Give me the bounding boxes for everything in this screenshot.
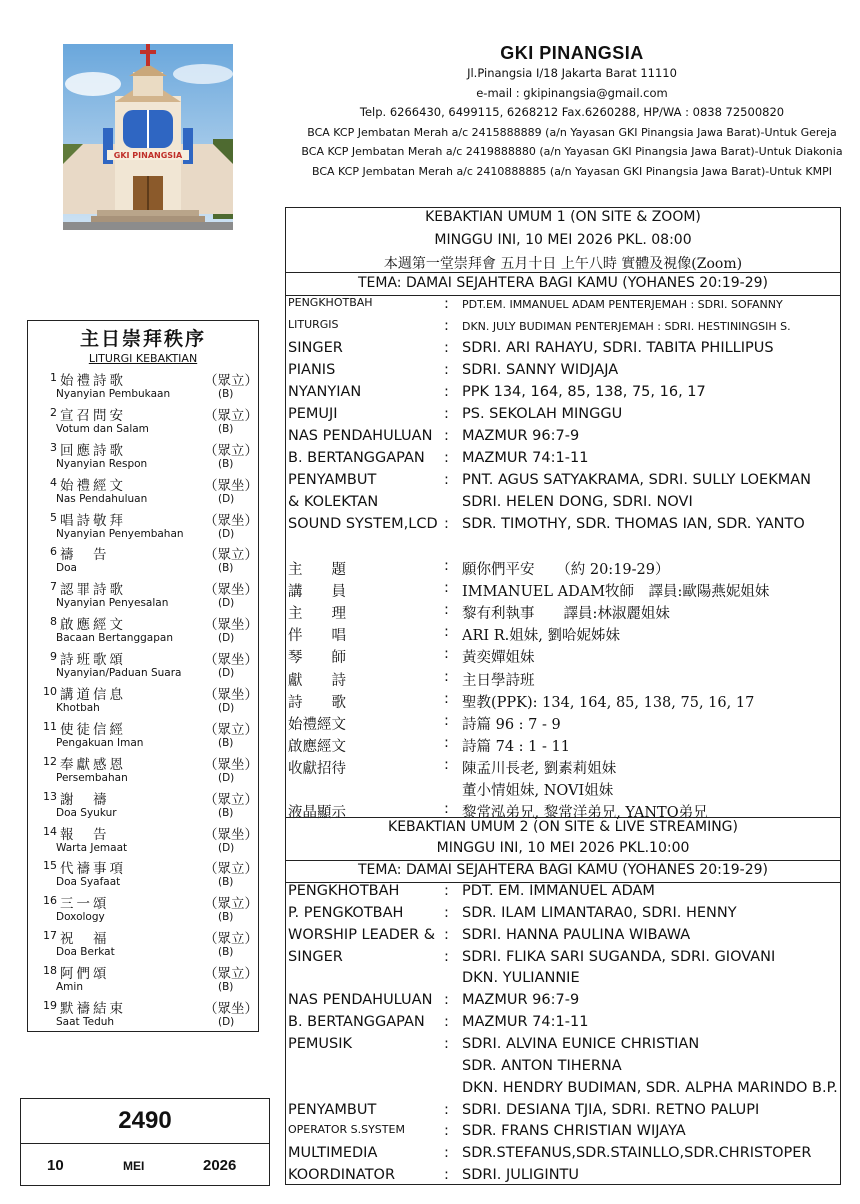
liturgy-item-code: (B) (218, 388, 234, 400)
liturgy-item-number: 19 (43, 999, 57, 1013)
service2-theme: TEMA: DAMAI SEJAHTERA BAGI KAMU (YOHANES 20:19-29) (358, 862, 768, 878)
liturgy-item (28, 788, 258, 823)
liturgy-item (28, 823, 258, 858)
roster-colon: : (444, 296, 449, 312)
bulletin-year: 2026 (203, 1157, 237, 1174)
roster-colon: : (444, 1101, 449, 1118)
roster-person: ARI R.姐妹, 劉哈妮姊妹 (462, 628, 620, 645)
roster-person: 聖教(PPK): 134, 164, 85, 138, 75, 16, 17 (462, 694, 755, 711)
roster-colon: : (444, 406, 449, 422)
roster-role: WORSHIP LEADER & (288, 926, 436, 943)
liturgy-item-posture: （眾坐） (204, 617, 258, 634)
roster-colon: : (444, 801, 449, 818)
roster-person: MAZMUR 96:7-9 (462, 992, 580, 1009)
liturgy-item (28, 997, 258, 1032)
liturgy-item-indonesian: Nyanyian Pembukaan (56, 388, 171, 400)
liturgy-item-code: (B) (218, 911, 234, 924)
bulletin-month: MEI (123, 1159, 145, 1173)
bulletin-issue: 2490 (21, 1099, 269, 1144)
liturgy-item-posture: （眾立） (204, 861, 258, 878)
liturgy-item-number: 6 (50, 545, 57, 559)
roster-role: NAS PENDAHULUAN (288, 992, 433, 1009)
liturgy-item (28, 369, 258, 404)
liturgy-item (28, 718, 258, 753)
roster-colon: : (444, 1145, 449, 1162)
roster-colon: : (444, 362, 449, 378)
liturgy-item-posture: （眾立） (204, 931, 258, 948)
liturgy-item-posture: （眾坐） (204, 512, 258, 529)
roster-person: PS. SEKOLAH MINGGU (462, 406, 623, 422)
roster-person: PDT. EM. IMMANUEL ADAM (462, 883, 655, 899)
liturgy-item-chinese: 始禮詩歌 (60, 373, 126, 389)
roster-person: IMMANUEL ADAM牧師 譯員:歐陽燕妮姐妹 (462, 584, 770, 601)
liturgy-item-chinese: 禱 告 (60, 547, 110, 564)
roster-role: & KOLEKTAN (288, 494, 379, 510)
roster-person: SDR. ANTON TIHERNA (462, 1057, 622, 1074)
liturgy-item (28, 927, 258, 962)
liturgy-item-posture: （眾坐） (204, 1001, 258, 1018)
roster-person: PPK 134, 164, 85, 138, 75, 16, 17 (462, 384, 706, 400)
bank-line-3: BCA KCP Jembatan Merah a/c 2410888885 (a/n Yayasan GKI Pinangsia Jawa Barat)-Untuk KMPI (312, 164, 832, 178)
roster-colon: : (444, 668, 449, 685)
roster-colon: : (444, 1035, 449, 1052)
roster-person: PDT.EM. IMMANUEL ADAM PENTERJEMAH : SDRI. SOFANNY (462, 298, 783, 311)
liturgy-item-posture: （眾坐） (204, 582, 258, 599)
liturgy-item-code: (D) (218, 1016, 235, 1029)
liturgy-item-chinese: 使徒信經 (60, 721, 126, 738)
church-name: GKI PINANGSIA (500, 43, 644, 63)
roster-colon: : (444, 1167, 449, 1184)
liturgy-item-code: (B) (218, 981, 234, 994)
liturgy-item-chinese: 認罪詩歌 (60, 582, 126, 599)
church-header (282, 42, 860, 182)
roster-role: 啟應經文 (288, 738, 346, 755)
liturgy-item (28, 439, 258, 474)
liturgy-item-posture: （眾立） (204, 791, 258, 808)
liturgy-item-indonesian: Doa (56, 562, 77, 575)
liturgy-item-number: 8 (50, 615, 57, 629)
roster-colon: : (444, 450, 449, 466)
liturgy-item-chinese: 默禱結束 (60, 1001, 126, 1018)
roster-role: 始禮經文 (288, 716, 346, 733)
roster-colon: : (444, 580, 449, 597)
roster-role: PEMUSIK (288, 1035, 353, 1052)
liturgy-item-chinese: 啟應經文 (60, 617, 126, 634)
roster-person: SDRI. ALVINA EUNICE CHRISTIAN (462, 1035, 700, 1052)
liturgy-item-indonesian: Amin (56, 981, 83, 994)
roster-role: 主 題 (288, 562, 346, 578)
liturgy-item-indonesian: Khotbah (56, 702, 100, 715)
roster-colon: : (444, 926, 449, 943)
roster-person: 詩篇 96 : 7 - 9 (462, 716, 561, 733)
liturgy-item-number: 12 (43, 754, 57, 768)
roster-colon: : (444, 883, 449, 899)
bulletin-day: 10 (47, 1157, 64, 1174)
liturgy-item-chinese: 奉獻感恩 (60, 756, 126, 773)
roster-colon: : (444, 734, 449, 751)
roster-role: 液晶顯示 (288, 805, 346, 822)
liturgy-item (28, 683, 258, 718)
roster-colon: : (444, 1123, 449, 1140)
liturgy-item (28, 962, 258, 997)
divider (286, 817, 840, 818)
roster-person: SDR.STEFANUS,SDR.STAINLLO,SDR.CHRISTOPER (462, 1145, 812, 1162)
roster-person: MAZMUR 74:1-11 (462, 1014, 589, 1031)
liturgy-item-chinese: 始禮經文 (60, 477, 126, 494)
liturgy-item-number: 2 (50, 405, 57, 419)
liturgy-item-code: (D) (218, 702, 235, 715)
liturgy-item-indonesian: Nyanyian Respon (56, 457, 148, 470)
divider (286, 860, 840, 861)
roster-person: DKN. JULY BUDIMAN PENTERJEMAH : SDRI. HESTININGSIH S. (462, 320, 791, 333)
liturgy-item-chinese: 祝 福 (60, 931, 110, 948)
roster-role: PEMUJI (288, 406, 338, 422)
service2-title: KEBAKTIAN UMUM 2 (ON SITE & LIVE STREAMING) (388, 819, 738, 835)
roster-person: SDR. ILAM LIMANTARA0, SDRI. HENNY (462, 904, 737, 921)
liturgy-item-indonesian: Saat Teduh (56, 1016, 115, 1029)
roster-colon: : (444, 340, 449, 356)
liturgy-item-code: (D) (218, 667, 235, 680)
roster-colon: : (444, 712, 449, 729)
service2-date: MINGGU INI, 10 MEI 2026 PKL.10:00 (436, 840, 690, 856)
roster-role: 收獻招待 (288, 760, 346, 777)
roster-role: PENGKHOTBAH (288, 883, 400, 899)
roster-person: SDRI. ARI RAHAYU, SDRI. TABITA PHILLIPUS (462, 340, 774, 356)
liturgy-item-indonesian: Doa Syukur (56, 806, 117, 819)
liturgy-item-posture: （眾立） (204, 547, 258, 564)
roster-person: SDRI. HELEN DONG, SDRI. NOVI (462, 494, 693, 510)
liturgy-item-code: (B) (218, 562, 234, 575)
liturgy-item-posture: （眾立） (204, 442, 258, 459)
liturgy-item-chinese: 詩班歌頌 (60, 652, 126, 669)
liturgy-item (28, 578, 258, 613)
roster-colon: : (444, 904, 449, 921)
liturgy-item-indonesian: Nyanyian Penyembahan (56, 527, 184, 540)
roster-role: 主 理 (288, 606, 346, 623)
roster-role: MULTIMEDIA (288, 1145, 378, 1162)
liturgy-item-chinese: 回應詩歌 (60, 442, 126, 459)
roster-role: SINGER (288, 948, 343, 965)
bank-line-1: BCA KCP Jembatan Merah a/c 2415888889 (a/n Yayasan GKI Pinangsia Jawa Barat)-Untuk Gereja (307, 125, 837, 139)
divider (286, 272, 840, 273)
liturgy-item-chinese: 三一頌 (60, 896, 110, 913)
liturgy-item-code: (D) (218, 492, 235, 505)
liturgy-item (28, 648, 258, 683)
roster-role: PIANIS (288, 362, 336, 378)
liturgy-item-code: (B) (218, 806, 234, 819)
liturgy-item-posture: （眾立） (204, 966, 258, 983)
liturgy-item-posture: （眾立） (204, 721, 258, 738)
schedule-panel (285, 207, 841, 1185)
liturgy-item (28, 509, 258, 544)
roster-role: KOORDINATOR (288, 1167, 396, 1184)
liturgy-item-indonesian: Nyanyian Penyesalan (56, 597, 169, 610)
liturgy-item-number: 16 (43, 894, 57, 908)
liturgy-item (28, 543, 258, 578)
liturgy-item-posture: （眾坐） (204, 687, 258, 704)
liturgy-item-chinese: 阿們頌 (60, 966, 110, 983)
liturgy-item-code: (D) (218, 597, 235, 610)
liturgy-item-code: (D) (218, 771, 235, 784)
liturgy-item-number: 9 (50, 650, 57, 664)
liturgy-item (28, 474, 258, 509)
roster-colon: : (444, 992, 449, 1009)
roster-role: OPERATOR S.SYSTEM (288, 1123, 405, 1137)
roster-person: 董小情姐妹, NOVI姐妹 (462, 783, 614, 799)
roster-person: 黃奕嬋姐妹 (462, 650, 535, 667)
roster-person: MAZMUR 96:7-9 (462, 428, 580, 444)
liturgy-item (28, 753, 258, 788)
liturgy-item (28, 613, 258, 648)
roster-person: SDR. TIMOTHY, SDR. THOMAS IAN, SDR. YANTO (462, 516, 805, 532)
roster-colon: : (444, 558, 449, 574)
liturgy-item-code: (B) (218, 876, 234, 889)
roster-colon: : (444, 428, 449, 444)
liturgy-item-indonesian: Votum dan Salam (56, 422, 149, 435)
roster-colon: : (444, 624, 449, 641)
service1-date: MINGGU INI, 10 MEI 2026 PKL. 08:00 (434, 232, 692, 248)
liturgy-item-number: 11 (43, 719, 57, 733)
liturgy-item-chinese: 謝 禱 (60, 791, 110, 808)
liturgy-item-posture: （眾立） (204, 373, 258, 389)
service1-title: KEBAKTIAN UMUM 1 (ON SITE & ZOOM) (425, 209, 701, 225)
liturgy-item (28, 892, 258, 927)
roster-colon: : (444, 472, 449, 488)
liturgy-item-chinese: 報 告 (60, 826, 110, 843)
liturgy-item-posture: （眾坐） (204, 756, 258, 773)
roster-person: SDRI. JULIGINTU (462, 1167, 580, 1184)
roster-colon: : (444, 646, 449, 663)
liturgy-item (28, 857, 258, 892)
church-phone: Telp. 6266430, 6499115, 6268212 Fax.6260288, HP/WA : 0838 72500820 (359, 105, 785, 120)
roster-person: 黎有利執事 譯員:林淑麗姐妹 (462, 606, 670, 623)
church-address: Jl.Pinangsia I/18 Jakarta Barat 11110 (467, 66, 677, 80)
roster-colon: : (444, 602, 449, 619)
bulletin-box (20, 1098, 270, 1186)
liturgy-item-indonesian: Warta Jemaat (56, 841, 128, 854)
liturgy-item-number: 13 (43, 789, 57, 803)
service1-chinese-date: 本週第一堂崇拜會 五月十日 上午八時 實體及視像(Zoom) (383, 256, 743, 272)
roster-role: 詩 歌 (288, 694, 346, 711)
roster-role: PENYAMBUT (288, 472, 377, 488)
liturgy-item-posture: （眾坐） (204, 652, 258, 669)
church-email: e-mail : gkipinangsia@gmail.com (476, 85, 668, 100)
roster-colon: : (444, 516, 449, 532)
liturgy-item (28, 404, 258, 439)
roster-person: SDRI. HANNA PAULINA WIBAWA (462, 926, 691, 943)
liturgy-item-number: 4 (50, 475, 57, 489)
roster-role: NAS PENDAHULUAN (288, 428, 433, 444)
liturgy-item-chinese: 唱詩敬拜 (60, 512, 126, 529)
liturgy-item-posture: （眾立） (204, 896, 258, 913)
liturgy-item-code: (B) (218, 946, 234, 959)
liturgy-item-chinese: 講道信息 (60, 687, 126, 704)
roster-role: 琴 師 (288, 650, 346, 667)
roster-role: 講 員 (288, 584, 346, 601)
roster-role: NYANYIAN (288, 384, 362, 400)
liturgy-item-number: 3 (50, 440, 57, 454)
liturgy-item-code: (D) (218, 527, 235, 540)
liturgy-item-number: 17 (43, 929, 57, 943)
liturgy-item-indonesian: Doxology (56, 911, 105, 924)
liturgy-item-code: (D) (218, 841, 235, 854)
liturgy-item-indonesian: Doa Berkat (56, 946, 115, 959)
liturgy-item-code: (B) (218, 422, 234, 435)
bank-line-2: BCA KCP Jembatan Merah a/c 2419888880 (a/n Yayasan GKI Pinangsia Jawa Barat)-Untuk Diakonia (301, 145, 843, 159)
liturgy-item-code: (B) (218, 457, 234, 470)
liturgy-item-posture: （眾坐） (204, 477, 258, 494)
liturgy-item-indonesian: Nas Pendahuluan (56, 492, 148, 505)
roster-role: 獻 詩 (288, 672, 346, 689)
roster-role: B. BERTANGGAPAN (288, 1014, 425, 1031)
roster-role: 伴 唱 (288, 628, 346, 645)
roster-colon: : (444, 756, 449, 773)
liturgy-title: 主日崇拜秩序 (79, 328, 206, 350)
roster-role: LITURGIS (288, 318, 339, 331)
roster-person: 願你們平安 （約 20:19-29） (462, 562, 670, 578)
liturgy-item-number: 1 (50, 371, 57, 384)
roster-person: MAZMUR 74:1-11 (462, 450, 589, 466)
roster-colon: : (444, 1014, 449, 1031)
liturgy-item-chinese: 宣召問安 (60, 407, 126, 424)
liturgy-item-number: 14 (43, 824, 57, 838)
roster-person: SDRI. SANNY WIDJAJA (462, 362, 619, 378)
liturgy-item-indonesian: Bacaan Bertanggapan (56, 632, 173, 645)
roster-person: 黎常泓弟兄, 黎常洋弟兄, YANTO弟兄 (462, 805, 708, 822)
liturgy-item-number: 10 (43, 685, 57, 699)
roster-person: DKN. YULIANNIE (462, 970, 580, 987)
church-photo (63, 44, 233, 230)
roster-person: DKN. HENDRY BUDIMAN, SDR. ALPHA MARINDO B.P. (462, 1079, 838, 1096)
liturgy-item-indonesian: Nyanyian/Paduan Suara (56, 667, 182, 680)
liturgy-item-posture: （眾坐） (204, 826, 258, 843)
liturgy-item-number: 18 (43, 964, 57, 978)
roster-person: SDRI. DESIANA TJIA, SDRI. RETNO PALUPI (462, 1101, 760, 1118)
roster-person: 主日學詩班 (462, 672, 535, 689)
service1-theme: TEMA: DAMAI SEJAHTERA BAGI KAMU (YOHANES 20:19-29) (358, 275, 768, 291)
roster-role: PENGKHOTBAH (288, 296, 373, 309)
liturgy-item-number: 7 (50, 580, 57, 594)
roster-person: SDRI. FLIKA SARI SUGANDA, SDRI. GIOVANI (462, 948, 776, 965)
roster-person: 陳孟川長老, 劉素莉姐妹 (462, 760, 617, 777)
liturgy-item-number: 15 (43, 859, 57, 873)
roster-colon: : (444, 318, 449, 334)
roster-role: P. PENGKOTBAH (288, 904, 404, 921)
liturgy-item-posture: （眾立） (204, 407, 258, 424)
liturgy-item-indonesian: Pengakuan Iman (56, 736, 144, 749)
roster-person: SDR. FRANS CHRISTIAN WIJAYA (462, 1123, 686, 1140)
roster-role: PENYAMBUT (288, 1101, 377, 1118)
liturgy-item-chinese: 代禱事項 (60, 861, 126, 878)
roster-colon: : (444, 690, 449, 707)
roster-person: PNT. AGUS SATYAKRAMA, SDRI. SULLY LOEKMAN (462, 472, 811, 488)
liturgy-item-indonesian: Persembahan (56, 771, 128, 784)
liturgy-list (28, 369, 258, 1032)
liturgy-item-indonesian: Doa Syafaat (56, 876, 121, 889)
roster-colon: : (444, 384, 449, 400)
roster-colon: : (444, 948, 449, 965)
liturgy-panel (27, 320, 259, 1032)
roster-role: SOUND SYSTEM,LCD (288, 516, 438, 532)
liturgy-item-number: 5 (50, 510, 57, 524)
roster-role: B. BERTANGGAPAN (288, 450, 425, 466)
roster-person: 詩篇 74 : 1 - 11 (462, 738, 570, 755)
liturgy-item-code: (D) (218, 632, 235, 645)
roster-role: SINGER (288, 340, 343, 356)
photo-sign-text: GKI PINANGSIA (113, 151, 183, 160)
liturgy-subtitle: LITURGI KEBAKTIAN (88, 352, 198, 365)
liturgy-item-code: (B) (218, 736, 234, 749)
